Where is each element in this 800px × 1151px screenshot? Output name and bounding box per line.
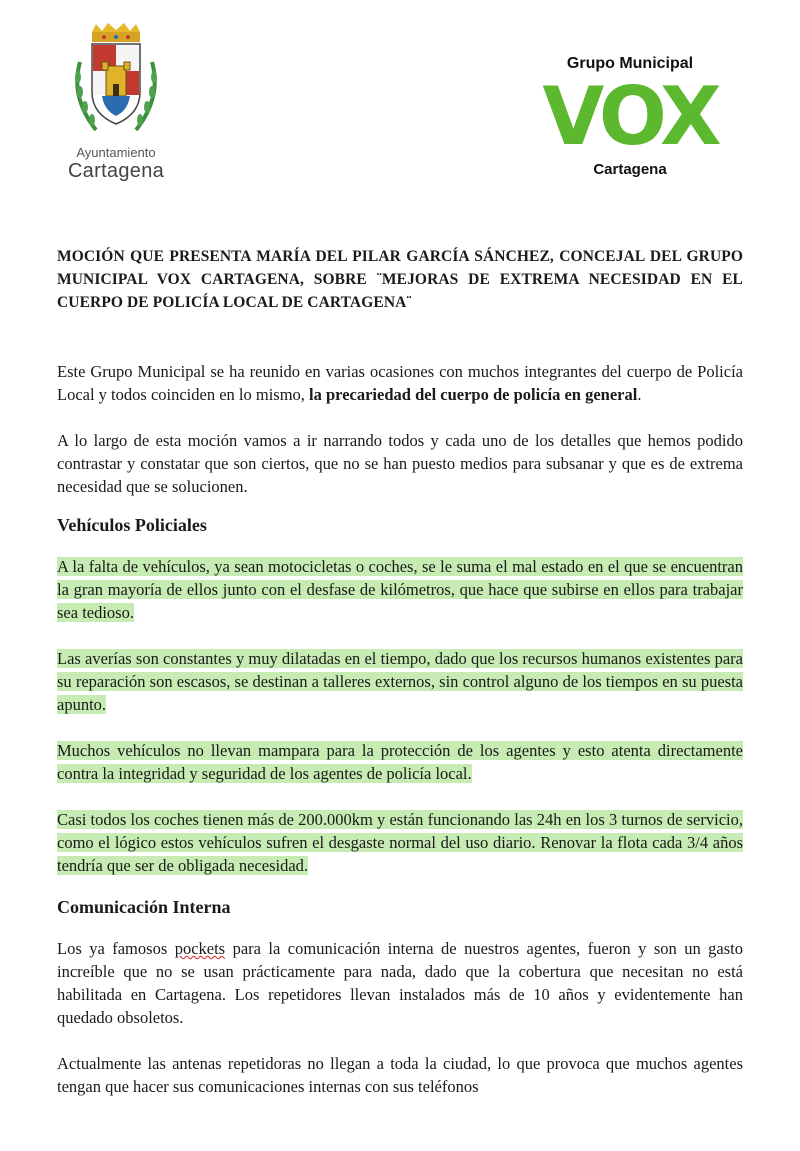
ayuntamiento-logo [60, 22, 172, 182]
intro-text: Este Grupo Municipal se ha reunido en varias ocasiones con muchos integrantes del cuerpo de Policía Local y todos coinciden en lo mismo, [57, 362, 743, 404]
intro-bold-text: la precariedad del cuerpo de policía en general [309, 385, 638, 404]
vox-logo-top-label: Grupo Municipal [566, 55, 694, 72]
highlighted-text: Casi todos los coches tienen más de 200.000km y están funcionando las 24h en los 3 turnos de servicio, como el lógico estos vehículos sufren el desgaste normal del uso diario. Renovar la flota cada 3/4 años tendría que ser de obligada necesidad. [57, 810, 743, 875]
comunicacion-text-post: para la comunicación interna de nuestros agentes, fueron y son un gasto increíble que no se usan prácticamente para nada, dado que la cobertura que necesitan no está habilitada en Cartagena. Los repetidores llevan instalados más de 10 años y evidentemente han quedado obsoletos. [57, 939, 743, 1027]
motion-title: MOCIÓN QUE PRESENTA MARÍA DEL PILAR GARCÍA SÁNCHEZ, CONCEJAL DEL GRUPO MUNICIPAL VOX CARTAGENA, SOBRE ¨MEJORAS DE EXTREMA NECESIDAD EN EL CUERPO DE POLICÍA LOCAL DE CARTAGENA¨ [57, 248, 743, 311]
vehiculos-paragraph [57, 739, 743, 785]
vehiculos-paragraph [57, 808, 743, 877]
highlighted-text: Las averías son constantes y muy dilatadas en el tiempo, dado que los recursos humanos existentes para su reparación son escasos, se destinan a talleres externos, sin control alguno de los tiempos en su puesta apunto. [57, 649, 743, 714]
highlighted-text: A la falta de vehículos, ya sean motocicletas o coches, se le suma el mal estado en el que se encuentran la gran mayoría de ellos junto con el desfase de kilómetros, que hace que subirse en ellos para trabajar sea tedioso. [57, 557, 743, 622]
comunicacion-text-pre: Los ya famosos [57, 939, 175, 958]
vehiculos-paragraph [57, 555, 743, 624]
vox-logo-icon: VOX [542, 70, 718, 163]
section-heading-vehiculos: Vehículos Policiales [57, 515, 207, 535]
document-body [57, 245, 743, 1098]
vox-logo [540, 55, 720, 185]
intro-end: . [637, 385, 642, 404]
logo-label-cartagena: Cartagena [67, 160, 165, 182]
intro-paragraph [57, 360, 743, 406]
overview-paragraph: A lo largo de esta moción vamos a ir narrando todos y cada uno de los detalles que hemos podido contrastar y constatar que son ciertos, que no se han puesto medios para subsanar y que es de extrema necesidad que se solucionen. [57, 431, 743, 496]
logo-label-ayuntamiento: Ayuntamiento [76, 145, 156, 160]
vox-logo-bottom-label: Cartagena [593, 161, 667, 178]
highlighted-text: Muchos vehículos no llevan mampara para la protección de los agentes y esto atenta directamente contra la integridad y seguridad de los agentes de policía local. [57, 741, 743, 783]
vehiculos-paragraph [57, 647, 743, 716]
comunicacion-paragraph [57, 937, 743, 1029]
comunicacion-paragraph: Actualmente las antenas repetidoras no llegan a toda la ciudad, lo que provoca que muchos agentes tengan que hacer sus comunicaciones internas con sus teléfonos [57, 1054, 743, 1096]
misspelled-word: pockets [174, 939, 226, 958]
cartagena-coat-of-arms-icon [66, 22, 166, 142]
section-heading-comunicacion: Comunicación Interna [57, 897, 231, 917]
